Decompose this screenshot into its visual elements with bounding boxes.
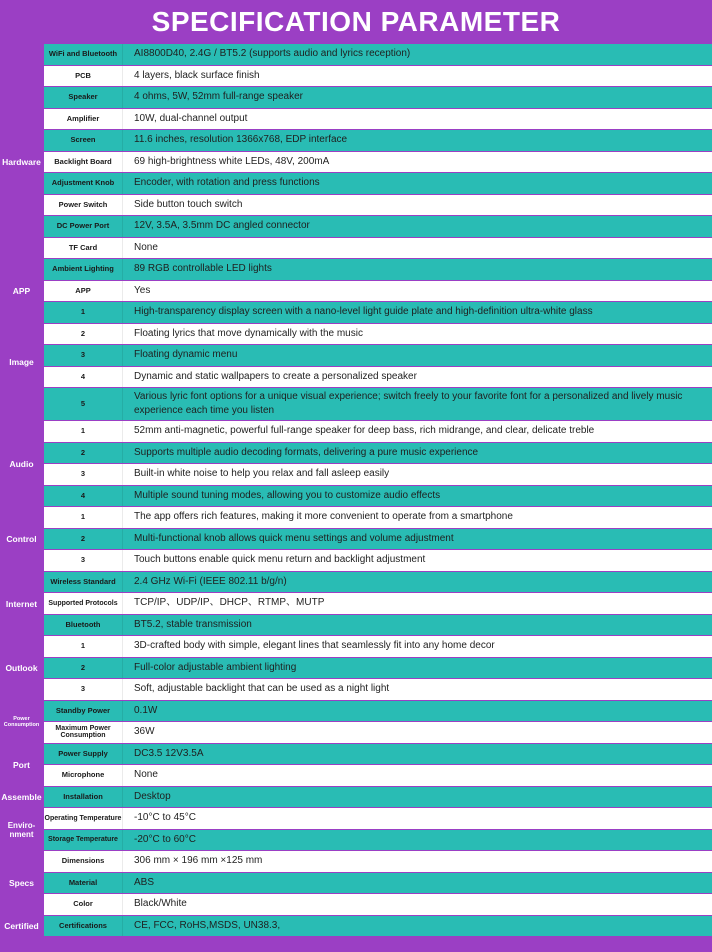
spec-group-certified bbox=[0, 916, 712, 938]
row-value: Black/White bbox=[134, 898, 187, 910]
group-rows bbox=[44, 808, 712, 851]
row-label: 5 bbox=[44, 388, 123, 420]
row-value: Multi-functional knob allows quick menu settings and volume adjustment bbox=[134, 532, 454, 544]
row-value: DC3.5 12V3.5A bbox=[134, 747, 204, 759]
row-label: 4 bbox=[44, 486, 123, 507]
row-label: 3 bbox=[44, 345, 123, 366]
spec-row bbox=[44, 152, 712, 173]
row-value: 4 layers, black surface finish bbox=[134, 69, 260, 81]
row-value: 12V, 3.5A, 3.5mm DC angled connector bbox=[134, 220, 310, 232]
row-value: Dynamic and static wallpapers to create a personalized speaker bbox=[134, 370, 417, 382]
spec-row bbox=[44, 130, 712, 151]
row-label: Backlight Board bbox=[44, 152, 123, 173]
row-label: Material bbox=[44, 873, 123, 894]
spec-row bbox=[44, 195, 712, 216]
row-value: 89 RGB controllable LED lights bbox=[134, 263, 272, 275]
group-rows bbox=[44, 572, 712, 637]
row-value: ABS bbox=[134, 876, 155, 888]
group-label: Image bbox=[0, 302, 43, 421]
spec-group-app bbox=[0, 281, 712, 303]
spec-group-control bbox=[0, 507, 712, 572]
spec-row bbox=[44, 550, 712, 571]
group-label: Port bbox=[0, 744, 43, 787]
row-label: 2 bbox=[44, 658, 123, 679]
group-rows bbox=[44, 44, 712, 281]
row-value: CE, FCC, RoHS,MSDS, UN38.3, bbox=[134, 919, 281, 931]
group-label: Control bbox=[0, 507, 43, 572]
group-rows bbox=[44, 701, 712, 744]
row-value: Multiple sound tuning modes, allowing you to customize audio effects bbox=[134, 489, 441, 501]
group-rows bbox=[44, 916, 712, 938]
spec-row bbox=[44, 367, 712, 388]
row-label: 3 bbox=[44, 679, 123, 700]
row-label: 3 bbox=[44, 464, 123, 485]
row-label: 1 bbox=[44, 636, 123, 657]
spec-row bbox=[44, 216, 712, 237]
spec-row bbox=[44, 808, 712, 829]
spec-group-audio bbox=[0, 421, 712, 507]
row-value: 4 ohms, 5W, 52mm full-range speaker bbox=[134, 91, 303, 103]
row-value: Supports multiple audio decoding formats, delivering a pure music experience bbox=[134, 446, 479, 458]
row-value: Floating dynamic menu bbox=[134, 349, 238, 361]
row-label: 2 bbox=[44, 443, 123, 464]
row-value: Built-in white noise to help you relax and fall asleep easily bbox=[134, 468, 390, 480]
spec-row bbox=[44, 238, 712, 259]
row-value: TCP/IP、UDP/IP、DHCP、RTMP、MUTP bbox=[134, 597, 325, 609]
spec-row bbox=[44, 529, 712, 550]
group-rows bbox=[44, 636, 712, 701]
spec-row bbox=[44, 87, 712, 108]
spec-row bbox=[44, 701, 712, 722]
spec-row bbox=[44, 830, 712, 851]
spec-row bbox=[44, 302, 712, 323]
spec-row bbox=[44, 66, 712, 87]
row-label: 1 bbox=[44, 507, 123, 528]
page-title: SPECIFICATION PARAMETER bbox=[151, 6, 561, 37]
row-label: Power Supply bbox=[44, 744, 123, 765]
group-label: Internet bbox=[0, 572, 43, 637]
row-value: 3D-crafted body with simple, elegant lines that seamlessly fit into any home decor bbox=[134, 640, 495, 652]
spec-row bbox=[44, 464, 712, 485]
spec-row bbox=[44, 388, 712, 420]
group-label: Audio bbox=[0, 421, 43, 507]
group-label: Specs bbox=[0, 851, 43, 916]
group-rows bbox=[44, 302, 712, 421]
spec-row bbox=[44, 593, 712, 614]
spec-group-hardware bbox=[0, 44, 712, 281]
spec-row bbox=[44, 765, 712, 786]
row-label: Supported Protocols bbox=[44, 593, 123, 614]
spec-row bbox=[44, 744, 712, 765]
spec-row bbox=[44, 679, 712, 700]
spec-row bbox=[44, 572, 712, 593]
spec-table bbox=[0, 44, 712, 952]
row-value: 10W, dual-channel output bbox=[134, 112, 248, 124]
row-value: 2.4 GHz Wi-Fi (IEEE 802.11 b/g/n) bbox=[134, 575, 287, 587]
row-value: BT5.2, stable transmission bbox=[134, 618, 252, 630]
group-label: Certified bbox=[0, 916, 43, 938]
row-label: Color bbox=[44, 894, 123, 915]
spec-group-specs bbox=[0, 851, 712, 916]
row-label: Power Switch bbox=[44, 195, 123, 216]
spec-row bbox=[44, 443, 712, 464]
spec-row bbox=[44, 873, 712, 894]
row-label: TF Card bbox=[44, 238, 123, 259]
row-label: Speaker bbox=[44, 87, 123, 108]
row-label: 3 bbox=[44, 550, 123, 571]
spec-group-port bbox=[0, 744, 712, 787]
row-label: Operating Temperature bbox=[44, 808, 123, 829]
row-value: Desktop bbox=[134, 790, 171, 802]
row-value: 52mm anti-magnetic, powerful full-range speaker for deep bass, rich midrange, and clear, delicate treble bbox=[134, 425, 595, 437]
row-value: Side button touch switch bbox=[134, 198, 243, 210]
row-label: Ambient Lighting bbox=[44, 259, 123, 280]
row-label: 1 bbox=[44, 421, 123, 442]
row-value: 0.1W bbox=[134, 704, 158, 716]
row-label: PCB bbox=[44, 66, 123, 87]
row-label: APP bbox=[44, 281, 123, 302]
row-label: Certifications bbox=[44, 916, 123, 937]
row-value: 69 high-brightness white LEDs, 48V, 200mA bbox=[134, 155, 330, 167]
spec-row bbox=[44, 894, 712, 915]
row-label: Standby Power bbox=[44, 701, 123, 722]
row-value: The app offers rich features, making it more convenient to operate from a smartphone bbox=[134, 511, 513, 523]
row-value: High-transparency display screen with a nano-level light guide plate and high-definition ultra-white glass bbox=[134, 306, 593, 318]
spec-row bbox=[44, 507, 712, 528]
spec-row bbox=[44, 173, 712, 194]
group-label: Hardware bbox=[0, 44, 43, 281]
row-label: DC Power Port bbox=[44, 216, 123, 237]
row-label: Maximum Power Consumption bbox=[44, 722, 123, 743]
row-value: Soft, adjustable backlight that can be used as a night light bbox=[134, 683, 390, 695]
row-value: 306 mm × 196 mm ×125 mm bbox=[134, 855, 263, 867]
group-label: Assemble bbox=[0, 787, 43, 809]
group-rows bbox=[44, 744, 712, 787]
spec-row bbox=[44, 916, 712, 937]
group-rows bbox=[44, 851, 712, 916]
row-label: Bluetooth bbox=[44, 615, 123, 636]
spec-row bbox=[44, 615, 712, 636]
spec-row bbox=[44, 109, 712, 130]
spec-row bbox=[44, 44, 712, 65]
group-label: Power Consumption bbox=[0, 701, 43, 744]
spec-group-environment bbox=[0, 808, 712, 851]
row-value: AI8800D40, 2.4G / BT5.2 (supports audio and lyrics reception) bbox=[134, 48, 411, 60]
row-value: Floating lyrics that move dynamically with the music bbox=[134, 327, 363, 339]
row-value: None bbox=[134, 769, 158, 781]
row-label: Installation bbox=[44, 787, 123, 808]
spec-group-outlook bbox=[0, 636, 712, 701]
spec-row bbox=[44, 851, 712, 872]
row-label: Screen bbox=[44, 130, 123, 151]
row-label: Dimensions bbox=[44, 851, 123, 872]
row-label: Storage Temperature bbox=[44, 830, 123, 851]
row-value: 36W bbox=[134, 726, 155, 738]
spec-group-assemble bbox=[0, 787, 712, 809]
row-value: Touch buttons enable quick menu return and backlight adjustment bbox=[134, 554, 426, 566]
spec-row bbox=[44, 259, 712, 280]
row-value: None bbox=[134, 241, 158, 253]
group-rows bbox=[44, 787, 712, 809]
row-value: -20°C to 60°C bbox=[134, 833, 196, 845]
row-value: Various lyric font options for a unique visual experience; switch freely to your favorite font for a personalized and lively music experience each time you listen bbox=[134, 391, 683, 416]
spec-row bbox=[44, 345, 712, 366]
spec-row bbox=[44, 324, 712, 345]
spec-group-power-consumption bbox=[0, 701, 712, 744]
row-label: Amplifier bbox=[44, 109, 123, 130]
row-value: Full-color adjustable ambient lighting bbox=[134, 661, 297, 673]
spec-row bbox=[44, 658, 712, 679]
group-rows bbox=[44, 281, 712, 303]
row-label: 2 bbox=[44, 324, 123, 345]
row-label: WiFi and Bluetooth bbox=[44, 44, 123, 65]
row-label: Microphone bbox=[44, 765, 123, 786]
group-label: APP bbox=[0, 281, 43, 303]
spec-row bbox=[44, 722, 712, 743]
row-label: Wireless Standard bbox=[44, 572, 123, 593]
row-label: 1 bbox=[44, 302, 123, 323]
row-label: 2 bbox=[44, 529, 123, 550]
spec-row bbox=[44, 486, 712, 507]
group-rows bbox=[44, 421, 712, 507]
row-label: 4 bbox=[44, 367, 123, 388]
row-value: Yes bbox=[134, 284, 151, 296]
row-value: -10°C to 45°C bbox=[134, 812, 196, 824]
row-label: Adjustment Knob bbox=[44, 173, 123, 194]
spec-row bbox=[44, 281, 712, 302]
spec-row bbox=[44, 636, 712, 657]
spec-group-image bbox=[0, 302, 712, 421]
group-label: Outlook bbox=[0, 636, 43, 701]
group-rows bbox=[44, 507, 712, 572]
row-value: Encoder, with rotation and press functions bbox=[134, 177, 320, 189]
spec-group-internet bbox=[0, 572, 712, 637]
group-label: Enviro- nment bbox=[0, 808, 43, 851]
spec-row bbox=[44, 421, 712, 442]
spec-row bbox=[44, 787, 712, 808]
row-value: 11.6 inches, resolution 1366x768, EDP interface bbox=[134, 134, 348, 146]
